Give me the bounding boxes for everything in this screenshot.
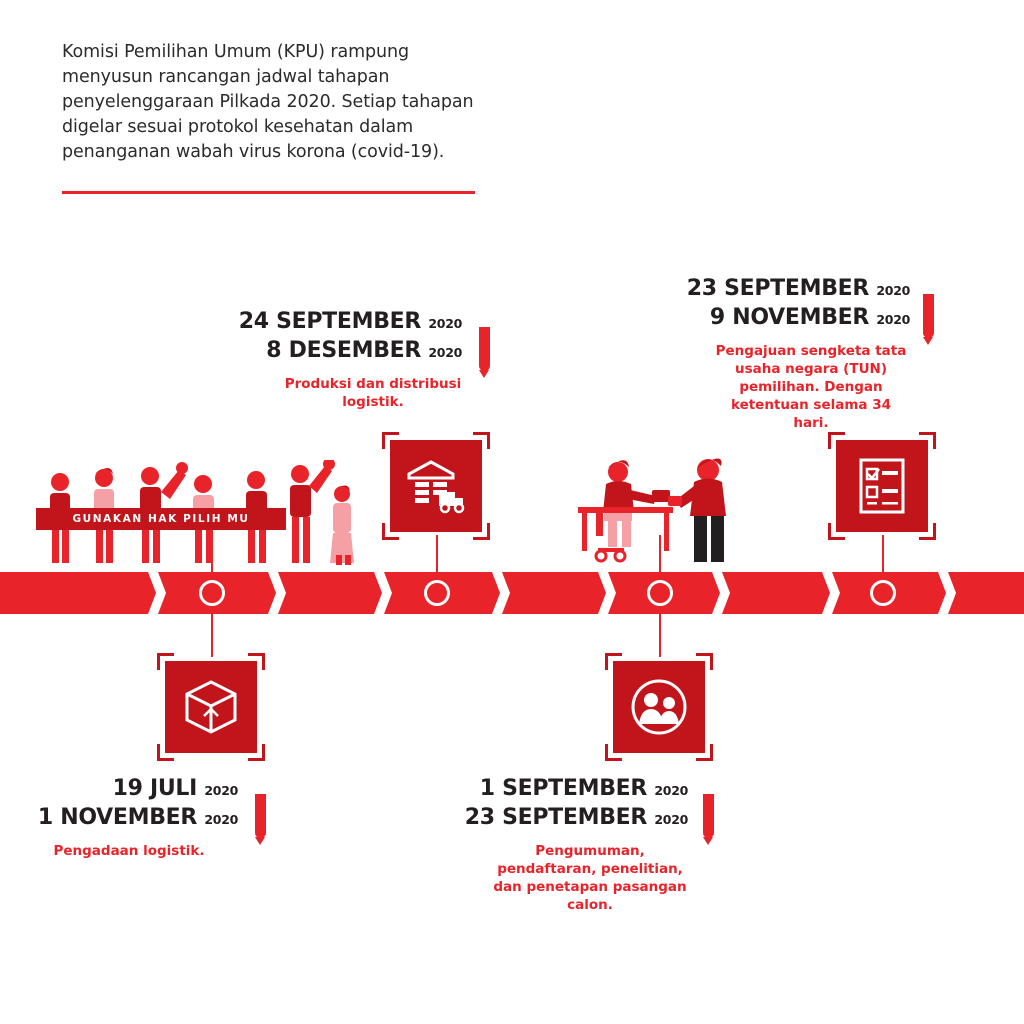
milestone-year-start: 2020 — [876, 283, 910, 298]
icon-frame-sengketa-tun — [828, 432, 936, 540]
milestone-year-end: 2020 — [428, 345, 462, 360]
date-marker — [255, 794, 266, 838]
timeline-node-produksi-distribusi-logistik[interactable] — [424, 580, 450, 606]
timeline-notch — [268, 572, 286, 614]
package-box-icon-svg — [182, 678, 240, 736]
milestone-label-sengketa-tun — [660, 275, 910, 432]
milestone-year-end: 2020 — [204, 812, 238, 827]
icon-frame-produksi-distribusi-logistik — [382, 432, 490, 540]
candidate-pair-icon — [613, 661, 705, 753]
milestone-date-end-line — [0, 804, 238, 833]
timeline-notch — [712, 572, 730, 614]
milestone-year-start: 2020 — [654, 783, 688, 798]
milestone-year-start: 2020 — [428, 316, 462, 331]
warehouse-truck-icon-svg — [405, 458, 467, 514]
milestone-dates — [660, 275, 910, 333]
intro-divider — [62, 191, 475, 194]
milestone-dates — [440, 775, 688, 833]
date-marker — [703, 794, 714, 838]
milestone-date-start-line — [212, 308, 462, 337]
candidate-pair-icon-svg — [628, 676, 690, 738]
date-marker — [923, 294, 934, 338]
timeline-notch — [822, 572, 840, 614]
timeline-node-pengumuman-pendaftaran-calon[interactable] — [647, 580, 673, 606]
milestone-date-end-line — [212, 337, 462, 366]
milestone-year-end: 2020 — [654, 812, 688, 827]
connector-line — [436, 535, 438, 580]
warehouse-truck-icon — [390, 440, 482, 532]
timeline-node-sengketa-tun[interactable] — [870, 580, 896, 606]
milestone-date-start-line — [440, 775, 688, 804]
milestone-label-pengumuman-pendaftaran-calon — [440, 775, 688, 914]
timeline-notch — [148, 572, 166, 614]
milestone-label-pengadaan-logistik — [0, 775, 238, 860]
milestone-description: Pengajuan sengketa tata usaha negara (TUN) pemilihan. Dengan ketentuan selama 34 hari. — [715, 343, 907, 431]
timeline-notch — [492, 572, 510, 614]
milestone-description: Produksi dan distribusi logistik. — [284, 376, 462, 410]
crowd-illustration — [18, 460, 368, 572]
intro-block — [62, 40, 492, 194]
milestone-description: Pengumuman, pendaftaran, penelitian, dan penetapan pasangan calon. — [493, 843, 687, 913]
campaign-banner: GUNAKAN HAK PILIH MU — [36, 508, 286, 530]
milestone-label-produksi-distribusi-logistik — [212, 308, 462, 411]
milestone-dates — [212, 308, 462, 366]
milestone-dates — [0, 775, 238, 833]
intro-paragraph: Komisi Pemilihan Umum (KPU) rampung menyusun rancangan jadwal tahapan penyelenggaraan Pilkada 2020. Setiap tahapan digelar sesuai protokol kesehatan dalam penanganan wabah virus korona (covid-19). — [62, 42, 474, 162]
milestone-date-start: 24 SEPTEMBER — [238, 309, 422, 334]
registration-desk-illustration — [568, 452, 748, 572]
milestone-date-start-line — [0, 775, 238, 804]
milestone-date-end: 1 NOVEMBER — [37, 805, 198, 830]
milestone-date-end: 8 DESEMBER — [266, 338, 422, 363]
milestone-description: Pengadaan logistik. — [53, 843, 205, 859]
connector-line — [882, 535, 884, 580]
milestone-date-start: 23 SEPTEMBER — [686, 276, 870, 301]
milestone-date-start: 19 JULI — [112, 776, 198, 801]
timeline-notch — [598, 572, 616, 614]
milestone-year-end: 2020 — [876, 312, 910, 327]
checklist-document-icon-svg — [855, 456, 909, 516]
milestone-year-start: 2020 — [204, 783, 238, 798]
icon-frame-pengadaan-logistik — [157, 653, 265, 761]
milestone-date-start-line — [660, 275, 910, 304]
milestone-date-end: 23 SEPTEMBER — [464, 805, 648, 830]
milestone-date-start: 1 SEPTEMBER — [479, 776, 648, 801]
checklist-document-icon — [836, 440, 928, 532]
package-box-icon — [165, 661, 257, 753]
milestone-date-end-line — [660, 304, 910, 333]
connector-line — [659, 612, 661, 657]
timeline-notch — [374, 572, 392, 614]
timeline-notch — [938, 572, 956, 614]
registration-desk-svg — [568, 452, 748, 572]
icon-frame-pengumuman-pendaftaran-calon — [605, 653, 713, 761]
connector-line — [211, 612, 213, 657]
timeline-node-pengadaan-logistik[interactable] — [199, 580, 225, 606]
date-marker — [479, 327, 490, 371]
milestone-date-end-line — [440, 804, 688, 833]
milestone-date-end: 9 NOVEMBER — [709, 305, 870, 330]
